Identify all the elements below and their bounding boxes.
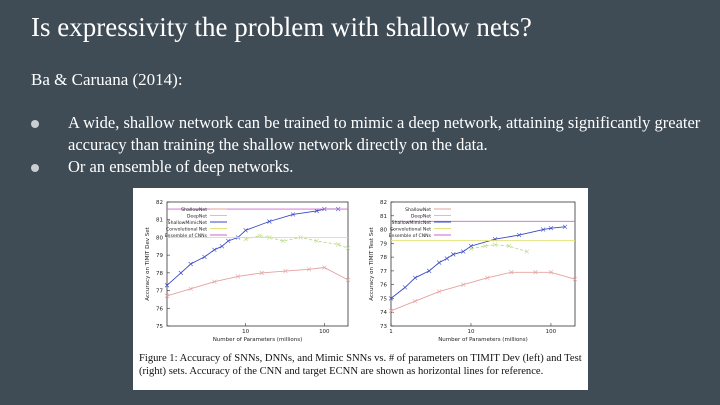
y-axis-label: Accuracy on TIMIT Dev Set [145,227,151,301]
y-tick-label: 78 [156,270,163,277]
y-tick-label: 76 [380,282,387,289]
x-tick-label: 10 [242,329,250,335]
y-tick-label: 74 [380,310,387,317]
bullet-list [31,112,711,178]
y-tick-label: 81 [156,217,163,224]
citation: Ba & Caruana (2014): [31,70,183,89]
legend-label: ShallowMimicNet [391,221,431,226]
series-line [471,245,527,252]
legend-label: ShallowNet [181,208,207,213]
y-tick-label: 77 [380,268,387,275]
y-tick-label: 80 [156,235,163,242]
legend-label: DeepNet [186,214,207,220]
y-tick-label: 75 [380,296,387,303]
legend-label: DeepNet [410,214,431,220]
y-tick-label: 82 [156,200,163,206]
y-tick-label: 81 [380,213,387,220]
x-axis-label: Number of Parameters (millions) [438,337,528,343]
y-tick-label: 76 [156,306,163,313]
y-tick-label: 78 [380,255,387,262]
legend-label: ShallowMimicNet [167,221,207,226]
bullet-item [31,112,711,156]
y-tick-label: 75 [156,324,163,330]
bullet-dot-icon [31,120,39,128]
bullet-item [31,156,711,178]
y-tick-label: 79 [156,253,163,260]
figure [133,188,588,390]
bullet-text: A wide, shallow network can be trained to mimic a deep network, attaining significantly greater accuracy than training the shallow network directly on the data. [68,113,701,154]
legend-label: Convolutional Net [165,227,207,233]
bullet-dot-icon [31,164,39,172]
y-tick-label: 77 [156,288,163,295]
slide-title: Is expressivity the problem with shallow nets? [31,12,532,42]
x-tick-label: 10 [467,329,475,335]
legend-label: Ensemble of CNNs [164,234,207,239]
y-tick-label: 82 [380,200,387,206]
figure-caption: Figure 1: Accuracy of SNNs, DNNs, and Mimic SNNs vs. # of parameters on TIMIT Dev (left) and Test (right) sets. Accuracy of the CNN and target ECNN are shown as horizontal lines for reference. [139,353,582,377]
series-line [167,268,348,296]
y-axis-label: Accuracy on TIMIT Test Set [369,227,375,301]
bullet-text: Or an ensemble of deep networks. [68,157,294,176]
legend-label: ShallowNet [405,208,431,213]
legend-label: Convolutional Net [389,227,431,233]
x-tick-label: 100 [545,329,557,335]
series-line [391,272,575,311]
x-tick-label: 1 [389,329,393,335]
x-axis-label: Number of Parameters (millions) [212,337,303,343]
y-tick-label: 80 [380,227,387,234]
y-tick-label: 73 [380,324,387,330]
x-tick-label: 100 [319,329,330,335]
legend-label: Ensemble of CNNs [388,234,431,239]
y-tick-label: 79 [380,241,387,248]
